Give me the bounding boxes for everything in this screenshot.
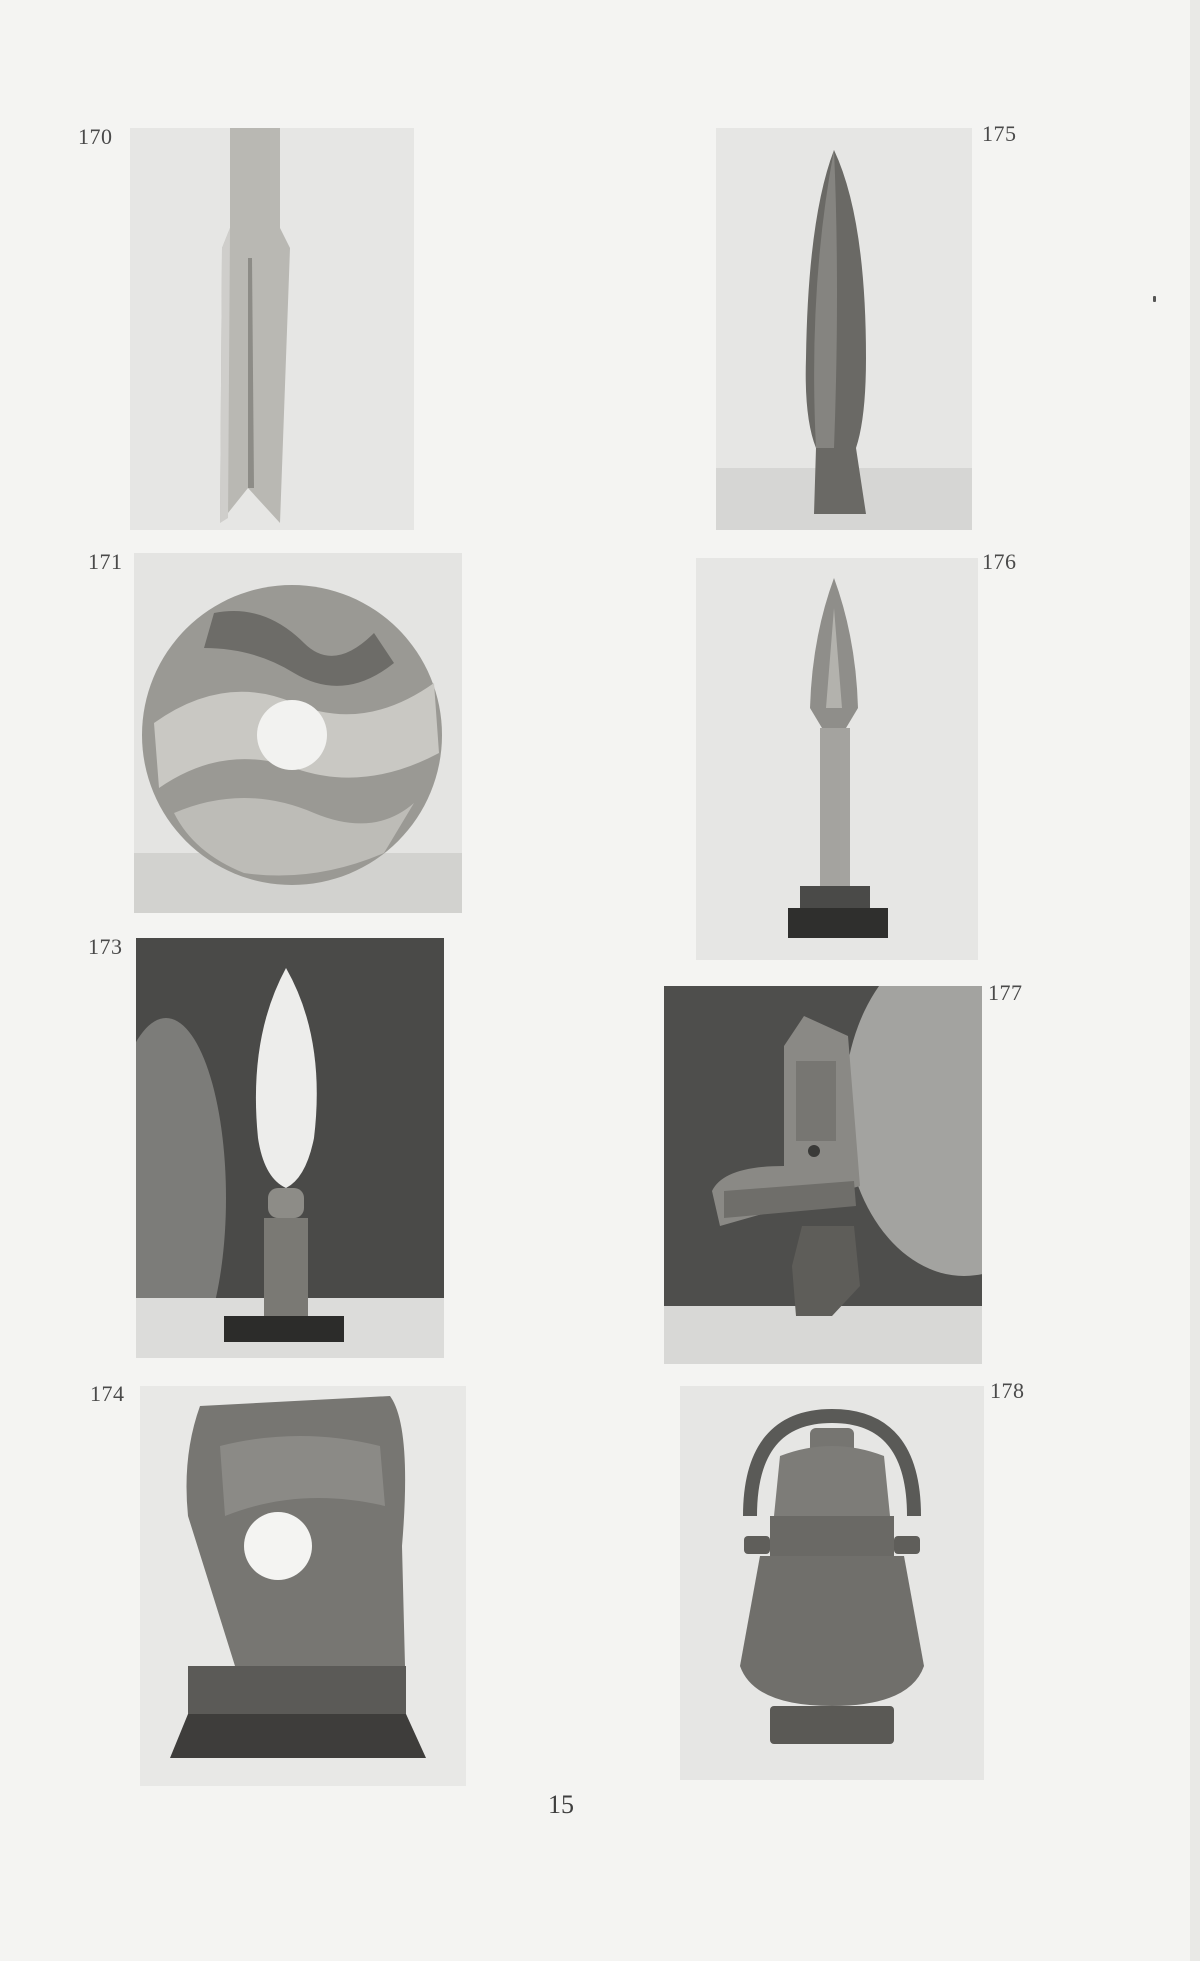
plate-number-170: 170 bbox=[78, 124, 113, 149]
plate-number-171: 171 bbox=[88, 549, 123, 574]
bronze-vessel-icon bbox=[680, 1386, 984, 1780]
spear-on-stand-icon bbox=[696, 558, 978, 960]
plate-171-image bbox=[134, 553, 462, 913]
dagger-axe-icon bbox=[664, 986, 982, 1364]
spearhead-icon bbox=[130, 128, 414, 530]
plate-178-image bbox=[680, 1386, 984, 1780]
jade-disc-icon bbox=[134, 553, 462, 913]
plate-176-image bbox=[696, 558, 978, 960]
plate-175-image bbox=[716, 128, 972, 530]
spearhead-icon bbox=[716, 128, 972, 530]
plate-number-177: 177 bbox=[988, 980, 1023, 1005]
plate-173-image bbox=[136, 938, 444, 1358]
page-number: 15 bbox=[548, 1790, 574, 1819]
plate-170-image bbox=[130, 128, 414, 530]
plate-number-176: 176 bbox=[982, 549, 1017, 574]
plate-number-178: 178 bbox=[990, 1378, 1025, 1403]
plate-174-image bbox=[140, 1386, 466, 1786]
page-edge bbox=[1190, 0, 1200, 1961]
blade-on-stand-icon bbox=[136, 938, 444, 1358]
plate-number-174: 174 bbox=[90, 1381, 125, 1406]
axe-with-hole-icon bbox=[140, 1386, 466, 1786]
plate-number-175: 175 bbox=[982, 121, 1017, 146]
print-speck bbox=[1153, 296, 1156, 302]
plate-177-image bbox=[664, 986, 982, 1364]
plate-number-173: 173 bbox=[88, 934, 123, 959]
